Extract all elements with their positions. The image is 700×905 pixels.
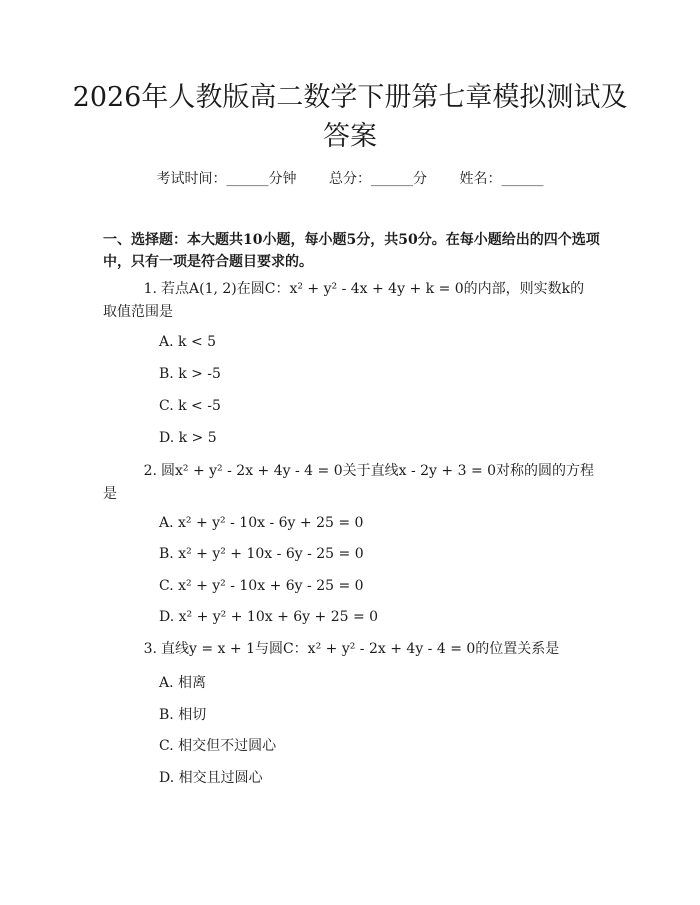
- question-1-option-d: D. k > 5: [159, 430, 217, 446]
- question-2-option-c: C. x² + y² - 10x + 6y - 25 = 0: [159, 578, 364, 594]
- question-1-option-a: A. k < 5: [159, 334, 217, 350]
- question-3-option-d: D. 相交且过圆心: [159, 770, 263, 786]
- question-number: 2.: [143, 463, 157, 479]
- total-score-field: 总分：______分: [329, 171, 427, 187]
- document-title: 2026年人教版高二数学下册第七章模拟测试及答案: [72, 82, 628, 152]
- question-1: [103, 278, 598, 324]
- question-1-option-b: B. k > -5: [159, 366, 221, 382]
- question-1-option-c: C. k < -5: [159, 398, 221, 414]
- question-text: 若点A(1, 2)在圆C：x² + y² - 4x + 4y + k = 0的内部，则实数k的取值范围是: [103, 281, 585, 320]
- question-3-option-c: C. 相交但不过圆心: [159, 738, 277, 754]
- question-3-option-a: A. 相离: [159, 675, 207, 691]
- question-3: [103, 638, 598, 661]
- exam-info-line: [0, 168, 700, 188]
- question-2: [103, 460, 598, 506]
- question-2-option-d: D. x² + y² + 10x + 6y + 25 = 0: [159, 609, 379, 625]
- question-text: 圆x² + y² - 2x + 4y - 4 = 0关于直线x - 2y + 3 = 0对称的圆的方程是: [103, 463, 595, 502]
- exam-time-field: 考试时间：______分钟: [156, 171, 297, 187]
- question-number: 1.: [143, 281, 157, 297]
- question-2-option-a: A. x² + y² - 10x - 6y + 25 = 0: [159, 515, 364, 531]
- question-number: 3.: [143, 641, 157, 657]
- question-text: 直线y = x + 1与圆C：x² + y² - 2x + 4y - 4 = 0的位置关系是: [161, 641, 560, 657]
- question-3-option-b: B. 相切: [159, 707, 207, 723]
- section-heading: 一、选择题：本大题共10小题，每小题5分，共50分。在每小题给出的四个选项中，只有一项是符合题目要求的。: [103, 232, 600, 270]
- student-name-field: 姓名：______: [459, 171, 544, 187]
- question-2-option-b: B. x² + y² + 10x - 6y - 25 = 0: [159, 546, 364, 562]
